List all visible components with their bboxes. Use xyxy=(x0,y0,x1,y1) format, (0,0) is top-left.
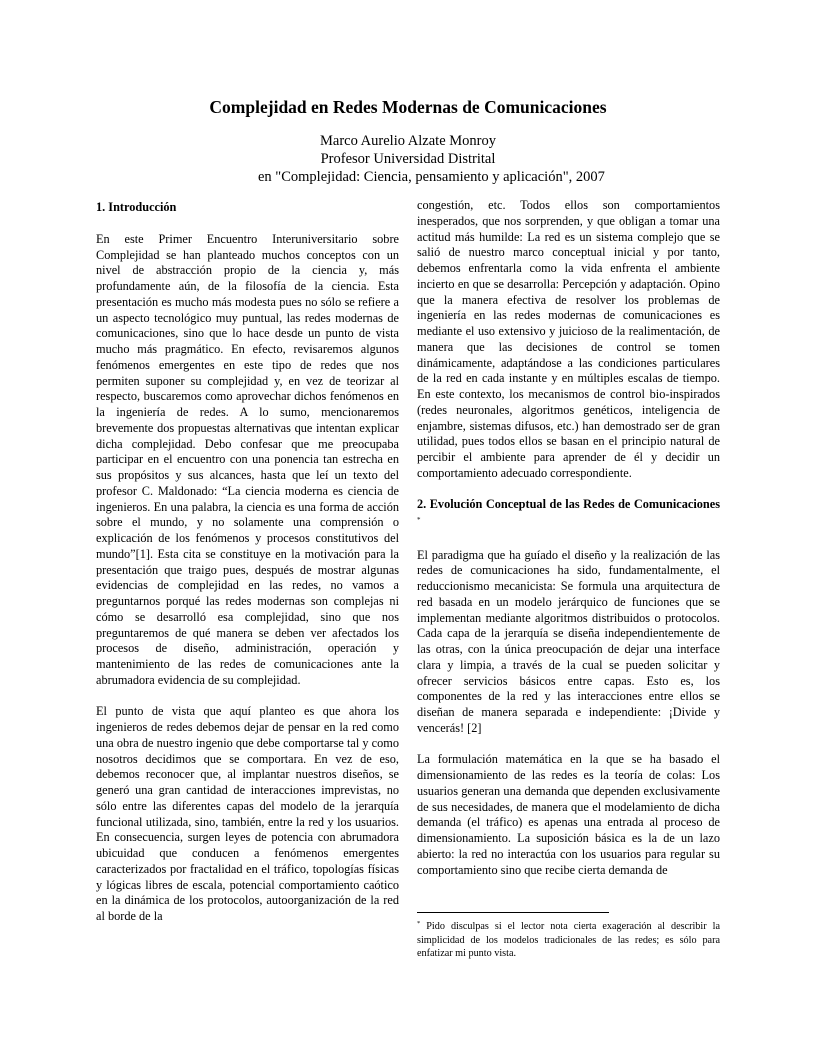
right-column xyxy=(417,198,720,894)
footnote-marker: * xyxy=(417,516,421,524)
section-heading-text: 2. Evolución Conceptual de las Redes de Comunicaciones xyxy=(417,497,720,512)
footnote-text: Pido disculpas si el lector nota cierta exageración al describir la simplicidad de los modelos tradicionales de las redes; es sólo para enfatizar mi punto vista. xyxy=(417,921,720,959)
paragraph: El punto de vista que aquí planteo es que ahora los ingenieros de redes debemos dejar de pensar en la red como una obra de nuestro ingenio que debe comportarse tal y como nosotros decidimos que se comportara. En vez de eso, debemos reconocer que, al implantar nuestros diseños, se generó una gran cantidad de interacciones imprevistas, no sólo entre las diferentes capas del modelo de la jerarquía funcional utilizada, sino, también, entre la red y los usuarios. En consecuencia, surgen leyes de potencia con abrumadora ubicuidad que conducen a fenómenos emergentes caracterizados por fractalidad en el tráfico, topologías físicas y lógicas libres de escala, potencial comportamiento caótico en la dinámica de los protocolos, autoorganización de la red al borde de la xyxy=(96,704,399,923)
footnote-mark: * xyxy=(417,920,421,927)
paragraph: En este Primer Encuentro Interuniversitario sobre Complejidad se han planteado muchos conceptos con un nivel de abstracción propio de la ciencia y, más profundamente aún, de la filosofía de la ciencia. Esta presentación es mucho más modesta pues no sólo se refiere a un aspecto tecnológico muy puntual, las redes modernas de comunicaciones, sino que lo hace desde un punto de vista mucho más pragmático. En efecto, revisaremos algunos fenómenos emergentes en este tipo de redes que nos permiten suponer su complejidad y, en vez de teorizar al respecto, buscaremos como aprovechar dichos fenómenos en la ingeniería de redes. A lo sumo, mencionaremos brevemente dos propuestas alternativas que intentan explicar dicha complejidad. Debo confesar que me preocupaba participar en el encuentro con una ponencia tan estrecha en sus propósitos y sus alcances, hasta que leí un texto del profesor C. Maldonado: “La ciencia moderna es ciencia de ingenieros. En una palabra, la ciencia es una forma de acción sobre el mundo, y no solamente una comprensión o explicación de los fenómenos y procesos constitutivos del mundo”[1]. Esta cita se constituye en la motivación para la presentación que traigo pues, después de mostrar algunas evidencias de complejidad en las redes, no vamos a preguntarnos porqué las redes modernas son complejas ni cómo se desarrolló esa complejidad, sino que nos preguntaremos de qué manera se deben ver afectados los procesos de diseño, administración, operación y mantenimiento de las redes de comunicaciones ante la abrumadora evidencia de su complejidad. xyxy=(96,231,399,687)
footnote xyxy=(417,917,720,961)
author-name: Marco Aurelio Alzate Monroy xyxy=(320,133,496,149)
section-heading-introduccion: 1. Introducción xyxy=(96,200,177,214)
paragraph: La formulación matemática en la que se ha basado el dimensionamiento de las redes es la teoría de colas: Los usuarios generan una demanda que dependen exclusivamente de sus necesidades, de manera que el modelamiento de dicha demanda (el tráfico) es apenas una entrada al proceso de dimensionamiento. La suposición básica es la de un lazo abierto: la red no interactúa con los usuarios para regular su comportamiento sino que recibe cierta demanda de xyxy=(417,752,720,877)
paragraph-continuation: congestión, etc. Todos ellos son comportamientos inesperados, que nos sorprenden, y que obligan a tomar una actitud más humilde: La red es un sistema complejo que se salió de nuestro marco conceptual inicial y por tanto, debemos enfrentarla como la vida enfrenta el ambiente incierto en que se desarrolla: Percepción y adaptación. Opino que la manera efectiva de resolver los problemas de ingeniería en las redes modernas de comunicaciones es mediante el uso extensivo y juicioso de la realimentación, de manera que las decisiones de control se tomen dinámicamente, adaptándose a las condiciones particulares de la red en cada instante y en múltiples escalas de tiempo. En este contexto, los mecanismos de control bio-inspirados (redes neuronales, algoritmos genéticos, inteligencia de enjambre, sistemas difusos, etc.) han demostrado ser de gran utilidad, pues todos ellos se basan en el principio natural de percibir el ambiente para aprender de él y decidir un comportamiento adecuado correspondiente. xyxy=(417,198,720,480)
publication-source: en "Complejidad: Ciencia, pensamiento y aplicación", 2007 xyxy=(258,169,605,185)
left-column xyxy=(96,200,399,941)
footnote-divider xyxy=(417,912,609,913)
section-heading-evolucion xyxy=(417,497,720,532)
paragraph: El paradigma que ha guíado el diseño y la realización de las redes de comunicaciones ha sido, fundamentalmente, el reduccionismo mecanicista: Se formula una arquitectura de red basada en un modelo jerárquico de funciones que se implementan mediante algoritmos distribuidos o protocolos. Cada capa de la jerarquía se diseña independientemente de las otras, con la única preocupación de dejar una interface clara y limpia, a través de la cual se pueden solicitar y ofrecer servicios básicos entre capas. Esto es, los componentes de la red y las interacciones entre ellos se diseñan de manera separada e independiente: ¡Divide y vencerás! [2] xyxy=(417,547,720,735)
author-affiliation: Profesor Universidad Distrital xyxy=(320,151,496,167)
paper-title: Complejidad en Redes Modernas de Comunicaciones xyxy=(209,97,607,117)
